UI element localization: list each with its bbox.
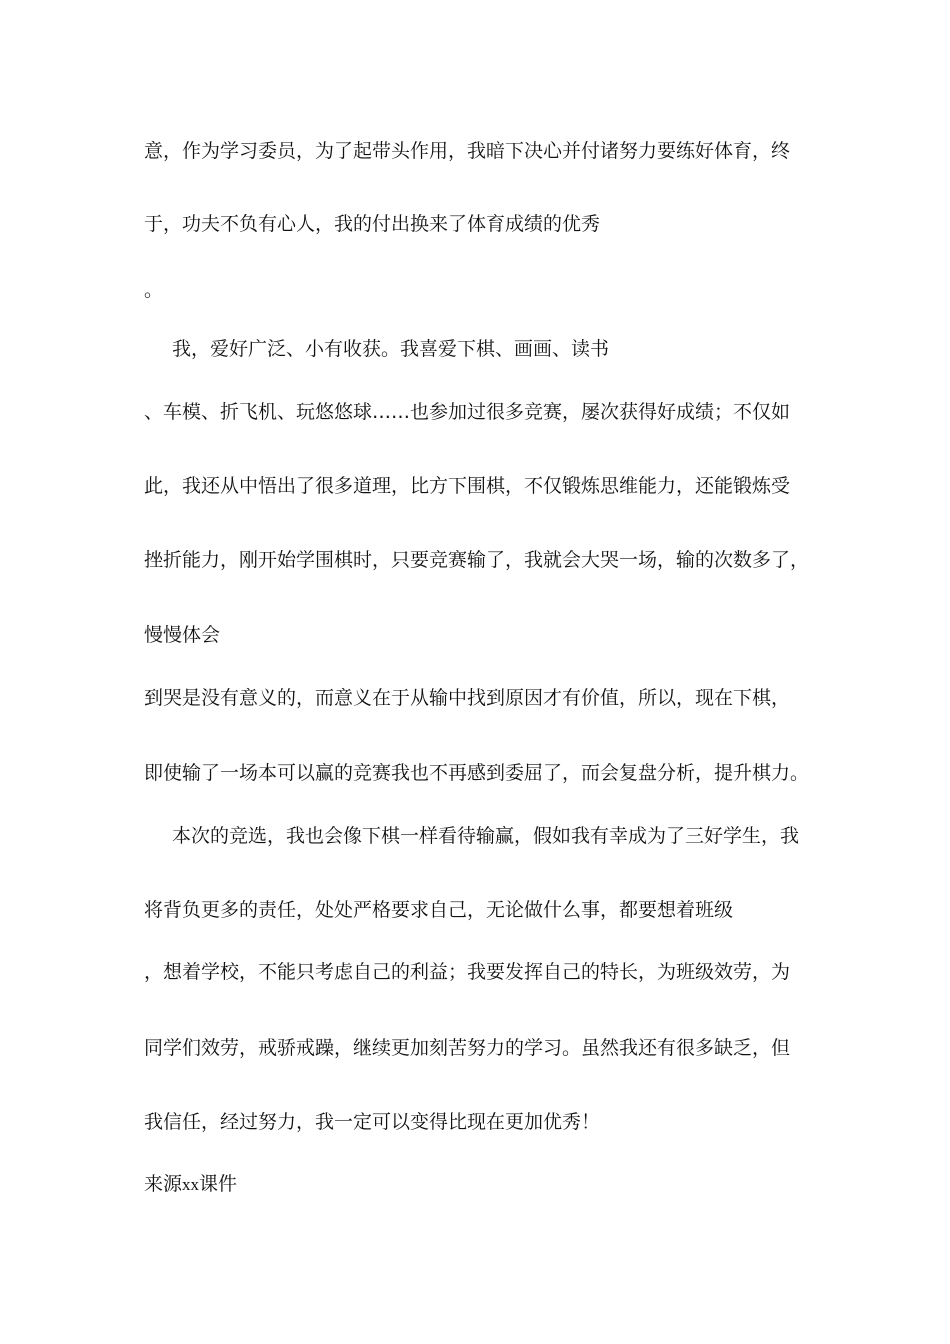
text-line-12: 将背负更多的责任，处处严格要求自己，无论做什么事，都要想着班级 bbox=[144, 899, 734, 921]
text-line-2: 于，功夫不负有心人，我的付出换来了体育成绩的优秀 bbox=[144, 213, 601, 235]
text-line-4: 我，爱好广泛、小有收获。我喜爱下棋、画画、读书 bbox=[172, 338, 610, 360]
text-line-13: ，想着学校，不能只考虑自己的利益；我要发挥自己的特长，为班级效劳，为 bbox=[144, 961, 791, 983]
text-line-14: 同学们效劳，戒骄戒躁，继续更加刻苦努力的学习。虽然我还有很多缺乏，但 bbox=[144, 1037, 791, 1059]
text-line-6: 此，我还从中悟出了很多道理，比方下围棋，不仅锻炼思维能力，还能锻炼受 bbox=[144, 475, 791, 497]
text-line-8: 慢慢体会 bbox=[144, 624, 221, 646]
source-middle: xx bbox=[182, 1175, 200, 1194]
text-line-5: 、车模、折飞机、玩悠悠球……也参加过很多竞赛，屡次获得好成绩；不仅如 bbox=[144, 401, 791, 423]
text-line-7: 挫折能力，刚开始学围棋时，只要竞赛输了，我就会大哭一场，输的次数多了， bbox=[144, 549, 810, 571]
text-line-11: 本次的竞选，我也会像下棋一样看待输赢，假如我有幸成为了三好学生，我 bbox=[172, 825, 800, 847]
source-suffix: 课件 bbox=[199, 1173, 238, 1195]
text-line-10: 即使输了一场本可以赢的竞赛我也不再感到委屈了，而会复盘分析，提升棋力。 bbox=[144, 762, 810, 784]
source-prefix: 来源 bbox=[144, 1173, 183, 1195]
source-credit bbox=[144, 1171, 237, 1198]
text-line-15: 我信任，经过努力，我一定可以变得比现在更加优秀！ bbox=[144, 1111, 601, 1133]
text-line-9: 到哭是没有意义的，而意义在于从输中找到原因才有价值，所以，现在下棋， bbox=[144, 687, 791, 709]
text-line-1: 意，作为学习委员，为了起带头作用，我暗下决心并付诸努力要练好体育，终 bbox=[144, 140, 791, 162]
text-line-3: 。 bbox=[144, 279, 164, 301]
